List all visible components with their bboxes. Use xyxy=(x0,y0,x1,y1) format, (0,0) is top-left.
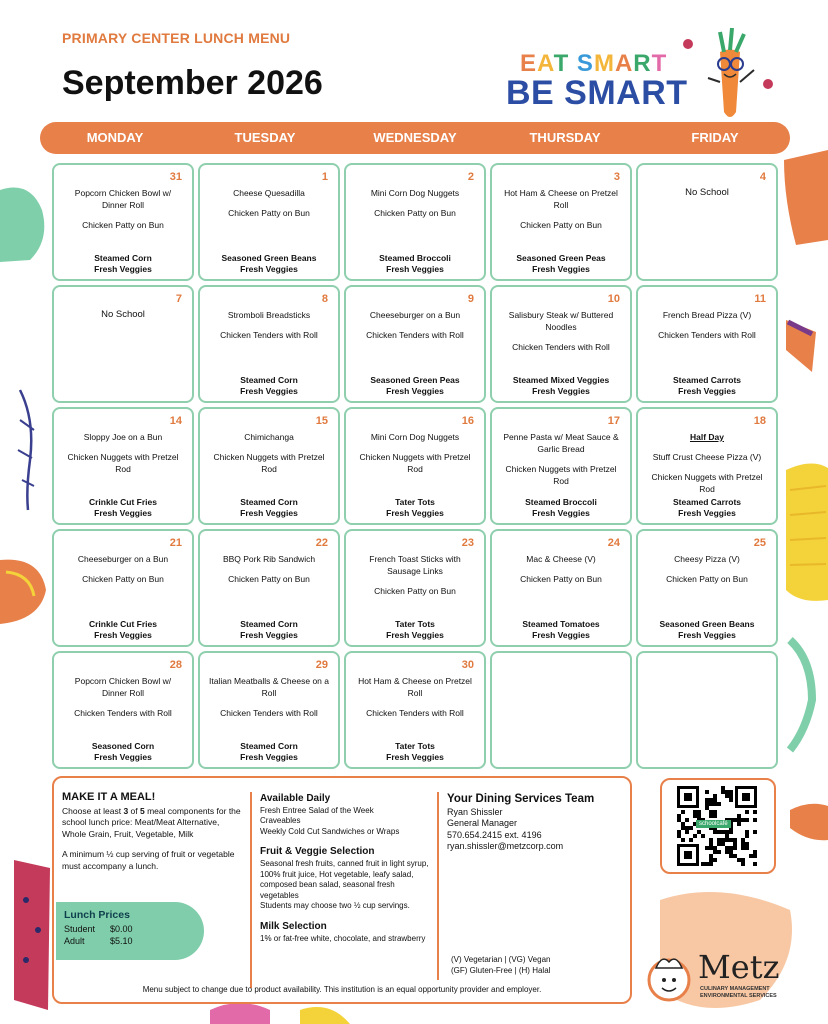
sides xyxy=(204,253,334,275)
metz-logo xyxy=(640,950,790,1006)
side-item: Tater Tots xyxy=(395,497,435,507)
day-number: 15 xyxy=(315,415,328,427)
menu-subtitle: PRIMARY CENTER LUNCH MENU xyxy=(62,30,291,46)
day-number: 16 xyxy=(461,415,474,427)
alt-entree: Chicken Tenders with Roll xyxy=(220,708,318,718)
day-cell xyxy=(636,407,778,525)
sides xyxy=(350,741,480,763)
day-cell xyxy=(52,285,194,403)
alt-entree: Chicken Patty on Bun xyxy=(228,574,310,584)
main-entree: Cheesy Pizza (V) xyxy=(674,554,740,564)
alt-entree: Chicken Patty on Bun xyxy=(374,208,456,218)
entrees xyxy=(62,431,184,475)
alt-entree: Chicken Patty on Bun xyxy=(374,586,456,596)
day-number: 9 xyxy=(467,293,474,305)
day-number: 18 xyxy=(753,415,766,427)
side-item: Fresh Veggies xyxy=(532,386,590,396)
side-item: Fresh Veggies xyxy=(532,508,590,518)
main-entree: French Bread Pizza (V) xyxy=(662,310,752,320)
price-row: Student $0.00 xyxy=(64,924,133,934)
weekday-wednesday: WEDNESDAY xyxy=(373,130,457,145)
sides xyxy=(642,497,772,519)
side-item: Fresh Veggies xyxy=(94,752,152,762)
side-item: Seasoned Green Beans xyxy=(659,619,755,629)
main-entree: Mac & Cheese (V) xyxy=(526,554,596,564)
weekday-tuesday: TUESDAY xyxy=(234,130,296,145)
price-row: Adult $5.10 xyxy=(64,936,133,946)
side-item: Steamed Broccoli xyxy=(379,253,451,263)
day-number: 1 xyxy=(321,171,328,183)
meal-info-panel xyxy=(52,776,632,1004)
day-cell xyxy=(636,529,778,647)
main-entree: Cheeseburger on a Bun xyxy=(369,310,461,320)
day-cell xyxy=(52,651,194,769)
alt-entree: Chicken Patty on Bun xyxy=(520,220,602,230)
alt-entree: Chicken Nuggets with Pretzel Rod xyxy=(359,452,471,474)
side-item: Steamed Carrots xyxy=(672,497,742,507)
sides xyxy=(204,375,334,397)
day-number: 8 xyxy=(321,293,328,305)
lunch-prices xyxy=(56,902,204,960)
day-number: 11 xyxy=(754,293,766,305)
side-item: Steamed Corn xyxy=(240,497,298,507)
side-item: Fresh Veggies xyxy=(386,630,444,640)
side-item: Fresh Veggies xyxy=(240,508,298,518)
sides xyxy=(350,497,480,519)
side-item: Steamed Corn xyxy=(240,741,298,751)
day-cell xyxy=(198,651,340,769)
day-number: 22 xyxy=(315,537,328,549)
sides xyxy=(58,253,188,275)
alt-entree: Chicken Patty on Bun xyxy=(82,220,164,230)
side-item: Steamed Carrots xyxy=(672,375,742,385)
team-phone: 570.654.2415 ext. 4196 xyxy=(447,829,542,840)
sides xyxy=(350,619,480,641)
entrees xyxy=(646,553,768,585)
day-number: 29 xyxy=(315,659,328,671)
alt-entree: Chicken Tenders with Roll xyxy=(74,708,172,718)
entrees xyxy=(646,431,768,495)
entrees xyxy=(500,431,622,487)
alt-entree: Chicken Tenders with Roll xyxy=(366,330,464,340)
side-item: Steamed Broccoli xyxy=(525,497,597,507)
side-item: Steamed Tomatoes xyxy=(522,619,600,629)
day-number: 3 xyxy=(613,171,620,183)
main-entree: Stromboli Breadsticks xyxy=(227,310,311,320)
sides xyxy=(496,497,626,519)
day-number: 17 xyxy=(607,415,620,427)
meal-components-text: Choose at least 3 of 5 meal components for the school lunch price: Meat/Meat Alternative, Whole Grain, Fruit, Vegetable, Milk xyxy=(62,805,241,839)
footer-disclaimer: Menu subject to change due to product availability. This institution is an equal opportunity provider and employer. xyxy=(142,985,542,994)
main-entree: Popcorn Chicken Bowl w/ Dinner Roll xyxy=(74,676,172,698)
side-item: Fresh Veggies xyxy=(678,508,736,518)
selections-column xyxy=(260,794,432,954)
sides xyxy=(496,375,626,397)
side-item: Fresh Veggies xyxy=(240,630,298,640)
day-cell xyxy=(52,407,194,525)
day-cell xyxy=(490,529,632,647)
sides xyxy=(642,375,772,397)
logo-line-2: BE SMART xyxy=(506,74,688,112)
logo-line-1: EAT SMART xyxy=(520,50,668,77)
fruit-veggie-selection: Fruit & Veggie Selection Seasonal fresh fruits, canned fruit in light syrup, 100% fruit juice, Hot vegetable, leafy salad, composed bean salad, seasonal fresh vegetables Students may choose two ½ cup servings. xyxy=(260,846,429,911)
day-number: 25 xyxy=(753,537,766,549)
main-entree: Penne Pasta w/ Meat Sauce & Garlic Bread xyxy=(503,432,619,454)
side-item: Seasoned Green Peas xyxy=(516,253,606,263)
entrees xyxy=(500,187,622,231)
day-cell xyxy=(490,163,632,281)
day-cell xyxy=(490,407,632,525)
side-item: Steamed Corn xyxy=(240,375,298,385)
side-item: Fresh Veggies xyxy=(94,264,152,274)
alt-entree: Chicken Patty on Bun xyxy=(666,574,748,584)
sides xyxy=(58,497,188,519)
alt-entree: Chicken Nuggets with Pretzel Rod xyxy=(651,472,763,494)
main-entree: BBQ Pork Rib Sandwich xyxy=(222,554,316,564)
day-cell xyxy=(344,529,486,647)
main-entree: Popcorn Chicken Bowl w/ Dinner Roll xyxy=(74,188,172,210)
side-item: Fresh Veggies xyxy=(678,386,736,396)
entrees xyxy=(354,187,476,219)
entrees xyxy=(354,675,476,719)
alt-entree: Chicken Nuggets with Pretzel Rod xyxy=(67,452,179,474)
side-item: Fresh Veggies xyxy=(240,264,298,274)
day-number: 28 xyxy=(169,659,182,671)
day-number: 4 xyxy=(759,171,766,183)
sides xyxy=(642,619,772,641)
metz-name: Metz xyxy=(698,948,780,986)
alt-entree: Chicken Tenders with Roll xyxy=(366,708,464,718)
empty-day-cell xyxy=(490,651,632,769)
sides xyxy=(58,741,188,763)
day-cell xyxy=(344,407,486,525)
alt-entree: Chicken Patty on Bun xyxy=(82,574,164,584)
side-item: Fresh Veggies xyxy=(94,630,152,640)
day-cell xyxy=(52,529,194,647)
day-cell xyxy=(198,407,340,525)
side-item: Steamed Corn xyxy=(240,619,298,629)
day-cell xyxy=(490,285,632,403)
main-entree: Salisbury Steak w/ Buttered Noodles xyxy=(508,310,614,332)
sides xyxy=(204,497,334,519)
alt-entree: Chicken Nuggets with Pretzel Rod xyxy=(213,452,325,474)
eat-smart-logo xyxy=(500,22,800,122)
main-entree: Chimichanga xyxy=(244,432,294,442)
weekday-monday: MONDAY xyxy=(86,130,144,145)
no-school-label: No School xyxy=(101,309,145,320)
team-email[interactable]: ryan.shissler@metzcorp.com xyxy=(447,841,564,851)
sides xyxy=(496,253,626,275)
day-cell xyxy=(52,163,194,281)
day-cell xyxy=(198,529,340,647)
entrees xyxy=(62,675,184,719)
entrees xyxy=(208,675,330,719)
make-it-a-meal xyxy=(62,792,242,872)
day-cell xyxy=(344,285,486,403)
weekday-thursday: THURSDAY xyxy=(529,130,601,145)
side-item: Tater Tots xyxy=(395,741,435,751)
main-entree: Cheese Quesadilla xyxy=(233,188,305,198)
dining-team xyxy=(447,794,627,853)
divider xyxy=(437,792,439,980)
sides xyxy=(58,619,188,641)
entrees xyxy=(62,553,184,585)
day-number: 30 xyxy=(461,659,474,671)
alt-entree: Chicken Tenders with Roll xyxy=(220,330,318,340)
alt-entree: Chicken Nuggets with Pretzel Rod xyxy=(505,464,617,486)
entrees xyxy=(354,553,476,597)
day-number: 31 xyxy=(169,171,182,183)
main-entree: French Toast Sticks with Sausage Links xyxy=(369,554,461,576)
day-number: 2 xyxy=(467,171,474,183)
side-item: Fresh Veggies xyxy=(532,264,590,274)
day-number: 14 xyxy=(169,415,182,427)
chef-mascot-icon xyxy=(642,950,696,1004)
team-name: Ryan Shissler xyxy=(447,806,503,817)
prices-heading: Lunch Prices xyxy=(64,909,130,921)
day-number: 21 xyxy=(169,537,182,549)
weekday-friday: FRIDAY xyxy=(691,130,739,145)
main-entree: Hot Ham & Cheese on Pretzel Roll xyxy=(358,676,472,698)
side-item: Steamed Corn xyxy=(94,253,152,263)
main-entree: Hot Ham & Cheese on Pretzel Roll xyxy=(504,188,618,210)
day-cell xyxy=(636,163,778,281)
side-item: Fresh Veggies xyxy=(386,386,444,396)
menu-calendar-grid xyxy=(52,163,778,769)
available-daily: Available Daily Fresh Entree Salad of the Week Craveables Weekly Cold Cut Sandwiches or Wraps xyxy=(260,793,400,836)
side-item: Steamed Mixed Veggies xyxy=(512,375,610,385)
main-entree: Italian Meatballs & Cheese on a Roll xyxy=(208,676,330,698)
sides xyxy=(496,619,626,641)
divider xyxy=(250,792,252,988)
side-item: Fresh Veggies xyxy=(94,508,152,518)
day-number: 24 xyxy=(607,537,620,549)
side-item: Seasoned Green Peas xyxy=(370,375,460,385)
team-heading: Your Dining Services Team xyxy=(447,793,595,805)
main-entree: Mini Corn Dog Nuggets xyxy=(370,188,460,198)
metz-tagline: CULINARY MANAGEMENT ENVIRONMENTAL SERVICES xyxy=(700,986,777,999)
sides xyxy=(350,253,480,275)
side-item: Fresh Veggies xyxy=(678,630,736,640)
entrees xyxy=(62,187,184,231)
entrees xyxy=(500,309,622,353)
side-item: Crinkle Cut Fries xyxy=(88,619,158,629)
day-cell xyxy=(344,163,486,281)
team-role: General Manager xyxy=(447,818,518,828)
page-title: September 2026 xyxy=(62,64,323,102)
diet-legend: (V) Vegetarian | (VG) Vegan (GF) Gluten-Free | (H) Halal xyxy=(451,955,551,975)
main-entree: Cheeseburger on a Bun xyxy=(77,554,169,564)
side-item: Fresh Veggies xyxy=(386,752,444,762)
qr-code[interactable] xyxy=(660,778,776,874)
day-cell xyxy=(198,285,340,403)
day-number: 7 xyxy=(175,293,182,305)
alt-entree: Chicken Patty on Bun xyxy=(520,574,602,584)
alt-entree: Chicken Tenders with Roll xyxy=(658,330,756,340)
weekday-header xyxy=(40,122,790,154)
entrees xyxy=(208,309,330,341)
day-number: 23 xyxy=(461,537,474,549)
meal-note: A minimum ½ cup serving of fruit or vegetable must accompany a lunch. xyxy=(62,849,235,871)
day-cell xyxy=(636,285,778,403)
entrees xyxy=(354,431,476,475)
no-school-label: No School xyxy=(685,187,729,198)
sides xyxy=(350,375,480,397)
day-cell xyxy=(344,651,486,769)
carrot-mascot-icon xyxy=(680,22,780,122)
main-entree: Sloppy Joe on a Bun xyxy=(83,432,163,442)
milk-selection: Milk Selection 1% or fat-free white, chocolate, and strawberry xyxy=(260,920,426,943)
entrees xyxy=(208,187,330,219)
main-entree: Mini Corn Dog Nuggets xyxy=(370,432,460,442)
half-day-label: Half Day xyxy=(689,432,724,442)
entrees xyxy=(208,431,330,475)
schoolcafe-label: schoolcafé xyxy=(696,820,731,828)
side-item: Tater Tots xyxy=(395,619,435,629)
entrees xyxy=(354,309,476,341)
side-item: Crinkle Cut Fries xyxy=(88,497,158,507)
side-item: Fresh Veggies xyxy=(240,386,298,396)
entrees xyxy=(208,553,330,585)
day-cell xyxy=(198,163,340,281)
sides xyxy=(204,619,334,641)
sides xyxy=(204,741,334,763)
side-item: Fresh Veggies xyxy=(532,630,590,640)
entrees xyxy=(646,309,768,341)
entrees xyxy=(500,553,622,585)
meal-heading: MAKE IT A MEAL! xyxy=(62,791,156,803)
side-item: Fresh Veggies xyxy=(386,264,444,274)
day-number: 10 xyxy=(607,293,620,305)
side-item: Fresh Veggies xyxy=(240,752,298,762)
side-item: Fresh Veggies xyxy=(386,508,444,518)
side-item: Seasoned Green Beans xyxy=(221,253,317,263)
alt-entree: Chicken Patty on Bun xyxy=(228,208,310,218)
alt-entree: Chicken Tenders with Roll xyxy=(512,342,610,352)
side-item: Seasoned Corn xyxy=(91,741,155,751)
empty-day-cell xyxy=(636,651,778,769)
main-entree: Stuff Crust Cheese Pizza (V) xyxy=(652,452,762,462)
